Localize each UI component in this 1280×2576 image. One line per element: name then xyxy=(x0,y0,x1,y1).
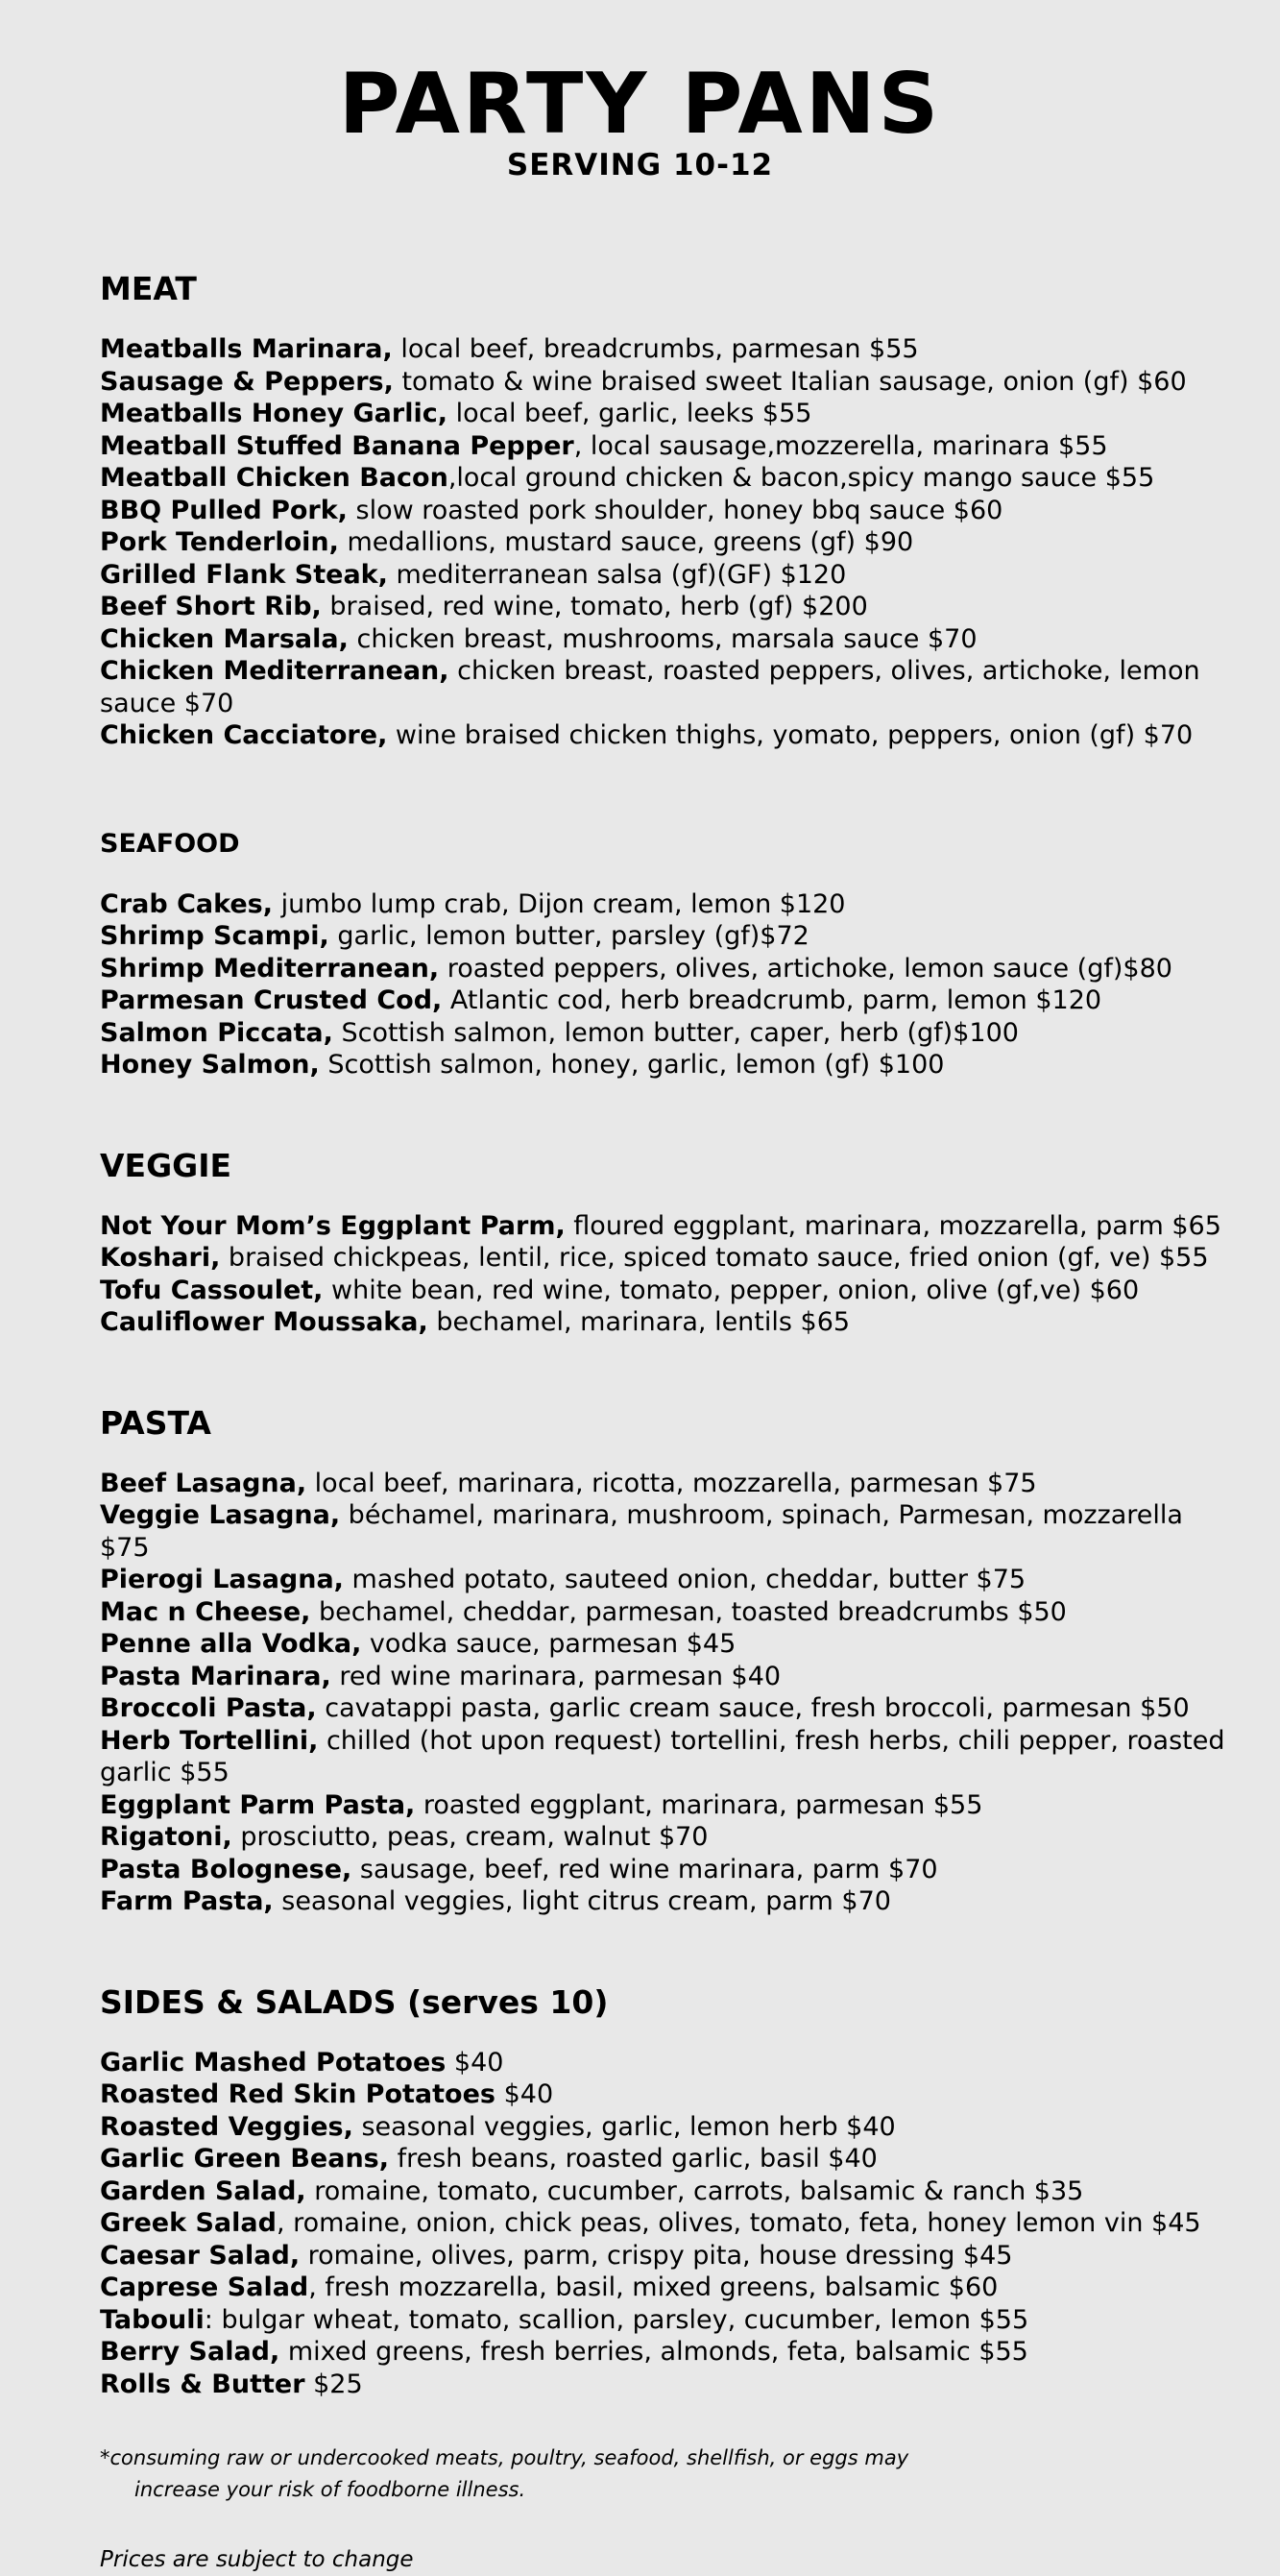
menu-item xyxy=(100,2369,1233,2401)
menu-item xyxy=(100,526,1233,559)
menu-item-description: seasonal veggies, garlic, lemon herb $40 xyxy=(352,2111,896,2142)
menu-item xyxy=(100,2336,1233,2369)
menu-item-description: braised chickpeas, lentil, rice, spiced tomato sauce, fried onion (gf, ve) $55 xyxy=(220,1243,1209,1273)
menu-item-name: Parmesan Crusted Cod, xyxy=(100,985,443,1015)
section-pasta xyxy=(100,1402,1233,1918)
menu-item xyxy=(100,719,1233,752)
menu-item-name: Eggplant Parm Pasta, xyxy=(100,1789,416,1820)
menu-item-name: Caprese Salad xyxy=(100,2272,309,2302)
menu-item-name: Meatball Stuffed Banana Pepper xyxy=(100,430,574,461)
menu-item-name: Meatball Chicken Bacon xyxy=(100,463,448,493)
item-list-veggie xyxy=(100,1210,1233,1339)
menu-item-description: floured eggplant, marinara, mozzarella, parm $65 xyxy=(565,1210,1221,1241)
menu-item-name: Herb Tortellini, xyxy=(100,1725,319,1756)
menu-item xyxy=(100,398,1233,430)
menu-item-name: Veggie Lasagna, xyxy=(100,1500,341,1530)
menu-item xyxy=(100,2240,1233,2272)
menu-item-description: sausage, beef, red wine marinara, parm $70 xyxy=(351,1854,938,1884)
item-list-seafood xyxy=(100,888,1233,1081)
menu-item xyxy=(100,1499,1233,1564)
menu-item xyxy=(100,984,1233,1017)
menu-item-name: Sausage & Peppers, xyxy=(100,366,394,397)
menu-item-description: : bulgar wheat, tomato, scallion, parsley, cucumber, lemon $55 xyxy=(204,2304,1029,2335)
menu-item-description: mashed potato, sauteed onion, cheddar, butter $75 xyxy=(343,1565,1026,1594)
menu-item xyxy=(100,1306,1233,1339)
menu-item-description: prosciutto, peas, cream, walnut $70 xyxy=(231,1822,709,1852)
menu-item-description: romaine, olives, parm, crispy pita, house dressing $45 xyxy=(300,2240,1013,2271)
menu-item xyxy=(100,1049,1233,1081)
menu-item-name: Chicken Mediterranean, xyxy=(100,656,449,686)
menu-item-description: , romaine, onion, chick peas, olives, tomato, feta, honey lemon vin $45 xyxy=(276,2208,1201,2238)
menu-item xyxy=(100,1242,1233,1275)
menu-item-description: bechamel, marinara, lentils $65 xyxy=(427,1307,851,1337)
menu-item xyxy=(100,623,1233,656)
menu-item xyxy=(100,920,1233,953)
menu-item-description: chilled (hot upon request) tortellini, fresh herbs, chili pepper, roasted garlic $55 xyxy=(100,1725,1225,1787)
section-meat xyxy=(100,268,1233,752)
page-subtitle: SERVING 10-12 xyxy=(506,148,774,182)
menu-item-name: Grilled Flank Steak, xyxy=(100,559,388,590)
footnote-line-2: increase your risk of foodborne illness. xyxy=(134,2478,526,2501)
menu-item-name: Roasted Red Skin Potatoes xyxy=(100,2079,495,2109)
menu-item-name: Farm Pasta, xyxy=(100,1886,274,1916)
menu-item-name: Broccoli Pasta, xyxy=(100,1693,317,1723)
menu-item-name: Mac n Cheese, xyxy=(100,1596,311,1627)
menu-item-description: chicken breast, mushrooms, marsala sauce $70 xyxy=(348,623,978,654)
menu-item-description: chicken breast, roasted peppers, olives, artichoke, lemon sauce $70 xyxy=(100,656,1200,718)
menu-item-description: tomato & wine braised sweet Italian sausage, onion (gf) $60 xyxy=(393,366,1187,397)
menu-item-name: Penne alla Vodka, xyxy=(100,1629,362,1659)
menu-item xyxy=(100,1661,1233,1693)
menu-item-description: mediterranean salsa (gf)(GF) $120 xyxy=(387,559,847,590)
menu-item-description: $40 xyxy=(446,2047,504,2078)
menu-item xyxy=(100,462,1233,495)
menu-item-name: Rigatoni, xyxy=(100,1822,232,1852)
menu-item-name: Chicken Cacciatore, xyxy=(100,720,388,750)
menu-item-description: wine braised chicken thighs, yomato, peppers, onion (gf) $70 xyxy=(387,720,1194,750)
menu-item-description: slow roasted pork shoulder, honey bbq sauce $60 xyxy=(347,495,1003,525)
menu-item-name: Chicken Marsala, xyxy=(100,623,349,654)
menu-item-name: Not Your Mom’s Eggplant Parm, xyxy=(100,1210,566,1241)
menu-item xyxy=(100,888,1233,921)
prices-note: Prices are subject to change xyxy=(100,2547,414,2572)
menu-item xyxy=(100,1210,1233,1243)
menu-item-description: white bean, red wine, tomato, pepper, onion, olive (gf,ve) $60 xyxy=(323,1275,1140,1305)
menu-item-description: , local sausage,mozzerella, marinara $55 xyxy=(573,430,1108,461)
menu-item-name: Pasta Marinara, xyxy=(100,1661,331,1691)
footnote-line-1: *consuming raw or undercooked meats, poultry, seafood, shellfish, or eggs may xyxy=(100,2446,909,2469)
menu-item-name: Garden Salad, xyxy=(100,2175,306,2206)
menu-item-name: Meatballs Honey Garlic, xyxy=(100,399,447,428)
menu-item xyxy=(100,1854,1233,1886)
section-sides-salads xyxy=(100,1981,1233,2401)
menu-item-name: Pork Tenderloin, xyxy=(100,527,339,557)
menu-item xyxy=(100,655,1233,719)
menu-item-name: Greek Salad xyxy=(100,2208,277,2238)
menu-item xyxy=(100,1628,1233,1661)
menu-item-name: Caesar Salad, xyxy=(100,2240,301,2271)
menu-item xyxy=(100,430,1233,463)
menu-item-description: seasonal veggies, light citrus cream, parm $70 xyxy=(273,1886,891,1916)
menu-item xyxy=(100,1821,1233,1854)
menu-item xyxy=(100,1725,1233,1789)
menu-item-description: béchamel, marinara, mushroom, spinach, Parmesan, mozzarella $75 xyxy=(100,1500,1183,1563)
menu-item-description: Atlantic cod, herb breadcrumb, parm, lemon $120 xyxy=(442,985,1102,1015)
menu-item-description: braised, red wine, tomato, herb (gf) $200 xyxy=(321,592,868,621)
menu-item xyxy=(100,333,1233,366)
menu-item xyxy=(100,1692,1233,1725)
menu-item-name: Pasta Bolognese, xyxy=(100,1854,352,1884)
menu-item xyxy=(100,366,1233,399)
menu-item-name: Beef Lasagna, xyxy=(100,1468,307,1498)
menu-item-description: ,local ground chicken & bacon,spicy mango sauce $55 xyxy=(447,463,1155,493)
menu-item-name: Meatballs Marinara, xyxy=(100,334,393,364)
menu-item-description: bechamel, cheddar, parmesan, toasted breadcrumbs $50 xyxy=(310,1596,1067,1627)
menu-item-description: cavatappi pasta, garlic cream sauce, fresh broccoli, parmesan $50 xyxy=(316,1693,1190,1723)
menu-item-description: medallions, mustard sauce, greens (gf) $90 xyxy=(338,527,914,557)
page-title: PARTY PANS xyxy=(338,55,942,153)
menu-item xyxy=(100,559,1233,592)
menu-item-description: garlic, lemon butter, parsley (gf)$72 xyxy=(328,921,809,951)
menu-item xyxy=(100,495,1233,527)
section-title-pasta: PASTA xyxy=(100,1403,211,1442)
menu-body xyxy=(100,268,1233,2576)
menu-item-description: Scottish salmon, lemon butter, caper, herb (gf)$100 xyxy=(332,1017,1019,1048)
menu-item-name: Cauliflower Moussaka, xyxy=(100,1307,428,1337)
section-title-seafood: SEAFOOD xyxy=(100,828,240,859)
foodborne-illness-footnote xyxy=(100,2442,1233,2506)
menu-item-description: mixed greens, fresh berries, almonds, feta, balsamic $55 xyxy=(279,2337,1028,2367)
menu-item-description: local beef, breadcrumbs, parmesan $55 xyxy=(392,334,919,364)
menu-item-description: roasted peppers, olives, artichoke, lemon sauce (gf)$80 xyxy=(439,953,1172,984)
menu-item-name: Roasted Veggies, xyxy=(100,2111,353,2142)
item-list-pasta xyxy=(100,1468,1233,1918)
menu-item-name: Honey Salmon, xyxy=(100,1050,320,1080)
section-title-meat: MEAT xyxy=(100,270,197,307)
section-veggie xyxy=(100,1145,1233,1339)
menu-item xyxy=(100,2175,1233,2208)
menu-item-description: red wine marinara, parmesan $40 xyxy=(330,1661,782,1691)
menu-item-name: Rolls & Butter xyxy=(100,2369,305,2399)
menu-item xyxy=(100,1596,1233,1629)
menu-item-description: fresh beans, roasted garlic, basil $40 xyxy=(389,2144,878,2174)
menu-item-description: Scottish salmon, honey, garlic, lemon (gf) $100 xyxy=(319,1050,945,1080)
menu-item xyxy=(100,2078,1233,2111)
menu-item-description: jumbo lump crab, Dijon cream, lemon $120 xyxy=(272,888,846,919)
menu-item xyxy=(100,2047,1233,2079)
menu-item xyxy=(100,1789,1233,1822)
menu-item xyxy=(100,2111,1233,2144)
menu-item-name: Crab Cakes, xyxy=(100,888,273,919)
section-title-veggie: VEGGIE xyxy=(100,1146,232,1184)
menu-item-name: Pierogi Lasagna, xyxy=(100,1565,344,1594)
menu-item-description: romaine, tomato, cucumber, carrots, balsamic & ranch $35 xyxy=(305,2175,1084,2206)
menu-item-description: $40 xyxy=(495,2079,554,2109)
section-seafood xyxy=(100,823,1233,1081)
menu-item-name: Tofu Cassoulet, xyxy=(100,1275,324,1305)
item-list-meat xyxy=(100,333,1233,752)
menu-item xyxy=(100,1017,1233,1050)
menu-item-name: Koshari, xyxy=(100,1243,221,1273)
menu-item-name: Garlic Mashed Potatoes xyxy=(100,2047,447,2078)
menu-item-description: , fresh mozzarella, basil, mixed greens, balsamic $60 xyxy=(308,2272,999,2302)
menu-item-name: Beef Short Rib, xyxy=(100,592,322,621)
menu-item xyxy=(100,1468,1233,1500)
menu-item-name: Shrimp Scampi, xyxy=(100,921,329,951)
menu-item xyxy=(100,1275,1233,1307)
menu-item xyxy=(100,591,1233,623)
menu-item xyxy=(100,2207,1233,2240)
menu-item xyxy=(100,1564,1233,1596)
menu-item-name: BBQ Pulled Pork, xyxy=(100,495,348,525)
menu-item-name: Garlic Green Beans, xyxy=(100,2144,389,2174)
menu-item-description: local beef, marinara, ricotta, mozzarella, parmesan $75 xyxy=(306,1468,1037,1498)
menu-item-description: vodka sauce, parmesan $45 xyxy=(361,1629,737,1659)
menu-item-name: Shrimp Mediterranean, xyxy=(100,953,440,984)
menu-item-name: Salmon Piccata, xyxy=(100,1017,333,1048)
item-list-sides-salads xyxy=(100,2047,1233,2401)
menu-item-name: Tabouli xyxy=(100,2304,205,2335)
menu-item xyxy=(100,2304,1233,2337)
menu-item-description: roasted eggplant, marinara, parmesan $55 xyxy=(415,1789,983,1820)
menu-item-description: local beef, garlic, leeks $55 xyxy=(447,399,812,428)
menu-item-description: $25 xyxy=(304,2369,363,2399)
menu-item xyxy=(100,953,1233,985)
section-title-sides-salads: SIDES & SALADS (serves 10) xyxy=(100,1982,609,2021)
menu-item-name: Berry Salad, xyxy=(100,2337,280,2367)
menu-item xyxy=(100,2272,1233,2304)
menu-item xyxy=(100,2143,1233,2175)
menu-item xyxy=(100,1885,1233,1918)
